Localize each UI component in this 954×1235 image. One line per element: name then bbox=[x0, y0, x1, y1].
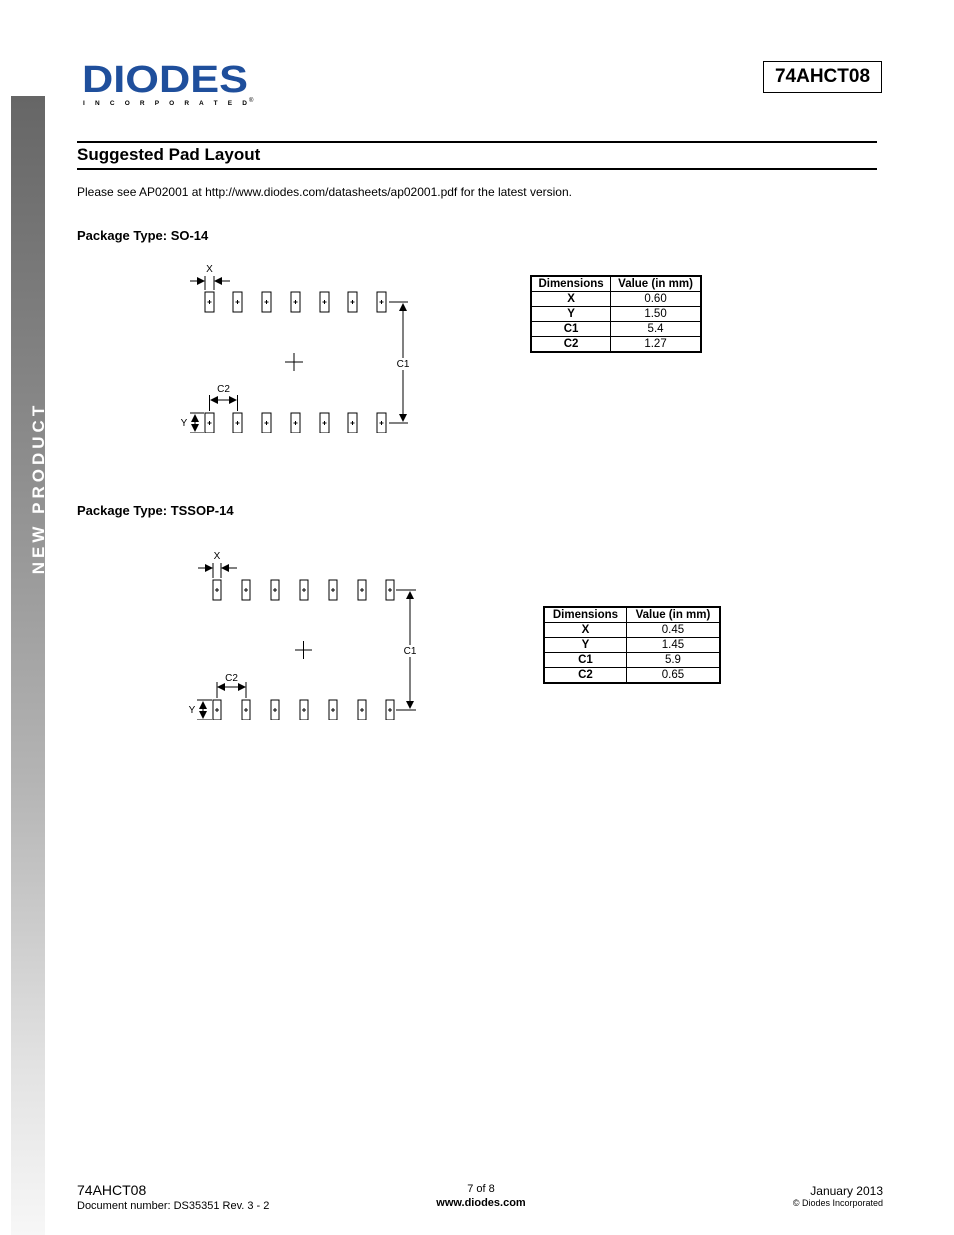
package-title-tssop14: Package Type: TSSOP-14 bbox=[77, 503, 234, 518]
title-rule-top bbox=[77, 141, 877, 143]
footer-document-number: Document number: DS35351 Rev. 3 - 2 bbox=[77, 1200, 270, 1212]
value-cell: 0.65 bbox=[626, 668, 720, 684]
side-banner-text: NEW PRODUCT bbox=[29, 401, 48, 575]
label-c2: C2 bbox=[217, 384, 230, 395]
footer-website-link[interactable]: www.diodes.com bbox=[436, 1197, 526, 1209]
table-row bbox=[544, 638, 720, 653]
diodes-logo bbox=[80, 60, 258, 108]
center-crosshair bbox=[285, 353, 303, 371]
dim-cell: C1 bbox=[531, 322, 611, 337]
logo-subtext: I N C O R P O R A T E D bbox=[83, 100, 247, 107]
dimension-c2 bbox=[217, 682, 246, 698]
header-dimensions: Dimensions bbox=[544, 607, 626, 623]
dimension-x bbox=[190, 276, 230, 290]
table-row bbox=[531, 292, 701, 307]
dim-cell: C1 bbox=[544, 653, 626, 668]
label-c2: C2 bbox=[225, 673, 238, 684]
dimensions-table-so14 bbox=[530, 275, 702, 353]
table-header-row bbox=[544, 607, 720, 623]
table-row bbox=[531, 322, 701, 337]
pad-layout-diagram-so14 bbox=[170, 258, 430, 433]
dimension-c2 bbox=[210, 395, 238, 411]
value-cell: 1.50 bbox=[611, 307, 701, 322]
table-row bbox=[544, 668, 720, 684]
value-cell: 0.60 bbox=[611, 292, 701, 307]
table-row bbox=[544, 623, 720, 638]
dim-cell: X bbox=[531, 292, 611, 307]
part-number-box: 74AHCT08 bbox=[763, 61, 882, 93]
section-title: Suggested Pad Layout bbox=[77, 145, 261, 164]
footer-page-number: 7 of 8 bbox=[467, 1183, 495, 1195]
center-crosshair bbox=[295, 641, 312, 659]
value-cell: 1.45 bbox=[626, 638, 720, 653]
package-title-so14: Package Type: SO-14 bbox=[77, 228, 209, 243]
value-cell: 1.27 bbox=[611, 337, 701, 353]
label-x: X bbox=[213, 551, 221, 562]
dimension-y bbox=[197, 700, 212, 720]
header-value: Value (in mm) bbox=[626, 607, 720, 623]
title-rule-bottom bbox=[77, 168, 877, 170]
intro-text: Please see AP02001 at http://www.diodes.com/datasheets/ap02001.pdf for the latest version. bbox=[77, 185, 572, 199]
footer-part-number: 74AHCT08 bbox=[77, 1182, 147, 1198]
side-banner bbox=[11, 96, 48, 1235]
dimension-x bbox=[198, 563, 237, 578]
value-cell: 5.4 bbox=[611, 322, 701, 337]
logo-registered: ® bbox=[249, 98, 254, 104]
dim-cell: Y bbox=[531, 307, 611, 322]
table-row bbox=[531, 307, 701, 322]
value-cell: 5.9 bbox=[626, 653, 720, 668]
label-c1: C1 bbox=[396, 359, 410, 370]
dimensions-table-tssop14 bbox=[543, 606, 721, 684]
value-cell: 0.45 bbox=[626, 623, 720, 638]
header-value: Value (in mm) bbox=[611, 276, 701, 292]
label-y: Y bbox=[180, 418, 188, 429]
label-x: X bbox=[206, 264, 213, 275]
header-dimensions: Dimensions bbox=[531, 276, 611, 292]
dim-cell: C2 bbox=[544, 668, 626, 684]
footer-copyright: © Diodes Incorporated bbox=[792, 1198, 883, 1208]
pad-layout-diagram-tssop14 bbox=[170, 545, 430, 720]
label-c1: C1 bbox=[403, 646, 417, 657]
table-header-row bbox=[531, 276, 701, 292]
table-row bbox=[531, 337, 701, 353]
dim-cell: X bbox=[544, 623, 626, 638]
dimension-y bbox=[190, 413, 204, 433]
dim-cell: Y bbox=[544, 638, 626, 653]
dim-cell: C2 bbox=[531, 337, 611, 353]
footer-date: January 2013 bbox=[810, 1184, 883, 1198]
table-row bbox=[544, 653, 720, 668]
label-y: Y bbox=[188, 705, 196, 716]
logo-wordmark: DIODES bbox=[82, 60, 248, 101]
